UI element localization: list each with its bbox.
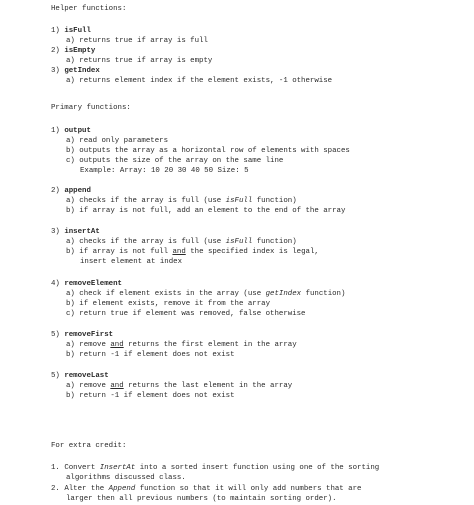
function-ref: Append bbox=[108, 485, 136, 493]
primary-item-output bbox=[51, 126, 91, 136]
function-name: output bbox=[64, 127, 91, 135]
extra-credit-title: For extra credit: bbox=[51, 442, 127, 450]
item-number: 2) bbox=[51, 187, 60, 195]
function-ref: isFull bbox=[225, 238, 253, 246]
underlined-word: and bbox=[110, 341, 124, 349]
helper-item-isempty-desc: a) returns true if array is empty bbox=[66, 57, 213, 65]
append-desc-b: b) if array is not full, add an element to the end of the array bbox=[66, 207, 346, 215]
desc-text: returns the last element in the array bbox=[123, 382, 293, 390]
extra-item-1 bbox=[51, 463, 379, 473]
primary-item-append bbox=[51, 186, 91, 196]
primary-section-title: Primary functions: bbox=[51, 104, 131, 112]
helper-item-isfull-desc: a) returns true if array is full bbox=[66, 37, 208, 45]
extra-item-1-cont: algorithms discussed class. bbox=[66, 474, 186, 482]
insertat-desc-b-cont: insert element at index bbox=[80, 258, 183, 266]
output-desc-a: a) read only parameters bbox=[66, 137, 169, 145]
underlined-word: and bbox=[110, 382, 124, 390]
desc-text: a) remove bbox=[66, 382, 111, 390]
function-name: append bbox=[64, 187, 91, 195]
desc-text: a) checks if the array is full (use bbox=[66, 197, 226, 205]
desc-text: into a sorted insert function using one of the sorting bbox=[135, 464, 380, 472]
item-number: 2) bbox=[51, 47, 60, 55]
primary-item-removelast bbox=[51, 371, 109, 381]
insertat-desc-b bbox=[66, 247, 319, 257]
item-number: 3) bbox=[51, 67, 60, 75]
desc-text: function) bbox=[301, 290, 346, 298]
primary-item-removeelement bbox=[51, 279, 122, 289]
item-number: 3) bbox=[51, 228, 60, 236]
item-number: 2. bbox=[51, 485, 60, 493]
function-name: getIndex bbox=[64, 67, 100, 75]
output-desc-b: b) outputs the array as a horizontal row of elements with spaces bbox=[66, 147, 350, 155]
function-name: isEmpty bbox=[64, 47, 96, 55]
function-ref: isFull bbox=[225, 197, 253, 205]
item-number: 1) bbox=[51, 127, 60, 135]
insertat-desc-a bbox=[66, 237, 297, 247]
removeelement-desc-a bbox=[66, 289, 345, 299]
helper-item-isfull bbox=[51, 26, 91, 36]
removelast-desc-b: b) return -1 if element does not exist bbox=[66, 392, 235, 400]
function-ref: getIndex bbox=[265, 290, 302, 298]
removelast-desc-a bbox=[66, 381, 292, 391]
desc-text: function so that it will only add numbers that are bbox=[135, 485, 362, 493]
item-number: 5) bbox=[51, 372, 60, 380]
function-name: removeElement bbox=[64, 280, 122, 288]
removefirst-desc-b: b) return -1 if element does not exist bbox=[66, 351, 235, 359]
function-name: removeFirst bbox=[64, 331, 114, 339]
item-number: 1) bbox=[51, 27, 60, 35]
desc-text: the specified index is legal, bbox=[185, 248, 319, 256]
helper-item-isempty bbox=[51, 46, 95, 56]
desc-text: b) if array is not full bbox=[66, 248, 173, 256]
desc-text: a) checks if the array is full (use bbox=[66, 238, 226, 246]
function-ref: InsertAt bbox=[99, 464, 136, 472]
append-desc-a bbox=[66, 196, 297, 206]
desc-text: Alter the bbox=[64, 485, 109, 493]
removeelement-desc-b: b) if element exists, remove it from the array bbox=[66, 300, 271, 308]
helper-item-getindex bbox=[51, 66, 100, 76]
desc-text: a) remove bbox=[66, 341, 111, 349]
function-name: insertAt bbox=[64, 228, 100, 236]
desc-text: function) bbox=[252, 197, 297, 205]
item-number: 1. bbox=[51, 464, 60, 472]
helper-item-getindex-desc: a) returns element index if the element exists, -1 otherwise bbox=[66, 77, 333, 85]
primary-item-insertat bbox=[51, 227, 100, 237]
output-example: Example: Array: 10 20 30 40 50 Size: 5 bbox=[80, 167, 249, 175]
function-name: removeLast bbox=[64, 372, 109, 380]
desc-text: Convert bbox=[64, 464, 100, 472]
item-number: 4) bbox=[51, 280, 60, 288]
helper-section-title: Helper functions: bbox=[51, 5, 127, 13]
function-name: isFull bbox=[64, 27, 91, 35]
underlined-word: and bbox=[172, 248, 186, 256]
extra-item-2 bbox=[51, 484, 362, 494]
desc-text: function) bbox=[252, 238, 297, 246]
removefirst-desc-a bbox=[66, 340, 297, 350]
removeelement-desc-c: c) return true if element was removed, false otherwise bbox=[66, 310, 306, 318]
item-number: 5) bbox=[51, 331, 60, 339]
desc-text: a) check if element exists in the array (use bbox=[66, 290, 266, 298]
output-desc-c: c) outputs the size of the array on the same line bbox=[66, 157, 284, 165]
primary-item-removefirst bbox=[51, 330, 113, 340]
extra-item-2-cont: larger then all previous numbers (to maintain sorting order). bbox=[66, 495, 337, 503]
desc-text: returns the first element in the array bbox=[123, 341, 297, 349]
